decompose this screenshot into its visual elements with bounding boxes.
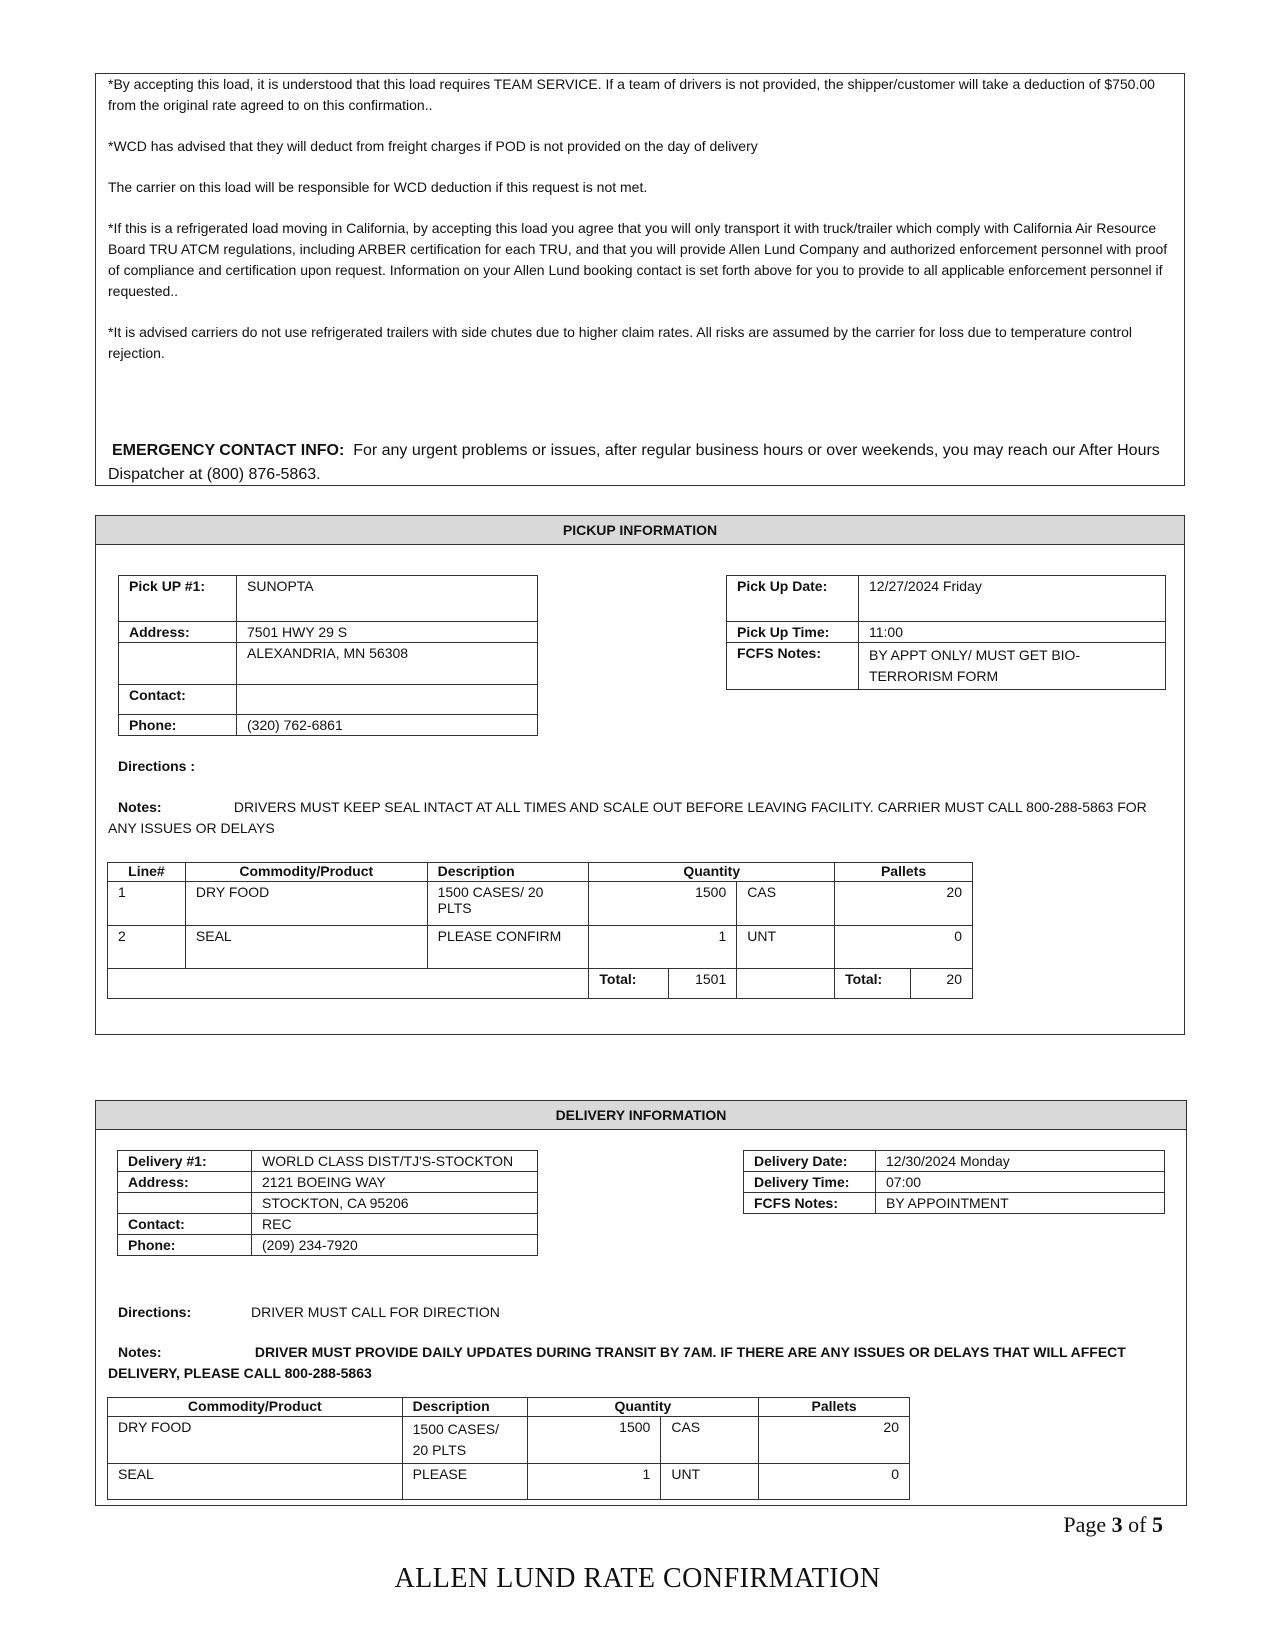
col-header-quantity: Quantity xyxy=(589,863,835,882)
delivery-header: DELIVERY INFORMATION xyxy=(96,1101,1186,1130)
delivery-phone: (209) 234-7920 xyxy=(252,1235,538,1256)
delivery-address-label: Address: xyxy=(118,1172,252,1193)
quantity-total: 1501 xyxy=(669,969,737,999)
pickup-notes xyxy=(108,797,1174,839)
terms-box xyxy=(95,73,1185,486)
delivery-directions-label: Directions: xyxy=(118,1304,192,1320)
col-header-quantity: Quantity xyxy=(527,1398,759,1417)
col-header-description: Description xyxy=(402,1398,527,1417)
pickup-commodity-table xyxy=(107,862,973,999)
table-row: DRY FOOD 1500 CASES/ 20 PLTS 1500 CAS 20 xyxy=(108,1417,910,1464)
delivery-directions: DRIVER MUST CALL FOR DIRECTION xyxy=(251,1304,500,1320)
delivery-notes-label: Notes: xyxy=(118,1344,162,1360)
pickup-company: SUNOPTA xyxy=(237,576,538,622)
delivery-time: 07:00 xyxy=(876,1172,1165,1193)
pickup-time: 11:00 xyxy=(859,622,1166,643)
document-title: ALLEN LUND RATE CONFIRMATION xyxy=(394,1563,881,1594)
col-header-line: Line# xyxy=(108,863,186,882)
page-total: 5 xyxy=(1152,1512,1163,1537)
col-header-pallets: Pallets xyxy=(835,863,973,882)
pickup-fcfs-label: FCFS Notes: xyxy=(727,643,859,690)
pickup-time-label: Pick Up Time: xyxy=(727,622,859,643)
pickup-notes-text: DRIVERS MUST KEEP SEAL INTACT AT ALL TIMES AND SCALE OUT BEFORE LEAVING FACILITY. CARRIER MUST CALL 800-288-5863 FOR ANY ISSUES OR DELAYS xyxy=(108,799,1147,836)
pickup-phone: (320) 762-6861 xyxy=(237,715,538,736)
col-header-pallets: Pallets xyxy=(759,1398,910,1417)
table-row: 1 DRY FOOD 1500 CASES/ 20 PLTS 1500 CAS 20 xyxy=(108,882,973,926)
emergency-contact xyxy=(108,439,1174,487)
pallets-total-label: Total: xyxy=(835,969,911,999)
pickup-contact xyxy=(237,685,538,715)
emergency-text: For any urgent problems or issues, after regular business hours or over weekends, you may reach our After Hours Dispatcher at (800) 876-5863. xyxy=(108,442,1160,483)
delivery-contact-label: Contact: xyxy=(118,1214,252,1235)
emergency-label: EMERGENCY CONTACT INFO: xyxy=(112,442,345,459)
col-header-description: Description xyxy=(427,863,589,882)
page-number: Page 3 of 5 xyxy=(1063,1512,1163,1537)
pickup-phone-label: Phone: xyxy=(119,715,237,736)
delivery-notes xyxy=(108,1342,1174,1384)
pickup-date-label: Pick Up Date: xyxy=(727,576,859,622)
delivery-commodity-table xyxy=(107,1397,910,1500)
delivery-section xyxy=(95,1100,1187,1506)
delivery-address-line2: STOCKTON, CA 95206 xyxy=(252,1193,538,1214)
delivery-time-label: Delivery Time: xyxy=(744,1172,876,1193)
pickup-schedule-table xyxy=(726,575,1166,690)
pickup-number-label: Pick UP #1: xyxy=(119,576,237,622)
terms-carrier-responsible: The carrier on this load will be responsible for WCD deduction if this request is not met. xyxy=(108,179,648,195)
pickup-address-label: Address: xyxy=(119,622,237,643)
table-row: SEAL PLEASE 1 UNT 0 xyxy=(108,1464,910,1500)
delivery-date: 12/30/2024 Monday xyxy=(876,1151,1165,1172)
delivery-contact: REC xyxy=(252,1214,538,1235)
delivery-fcfs: BY APPOINTMENT xyxy=(876,1193,1165,1214)
delivery-fcfs-label: FCFS Notes: xyxy=(744,1193,876,1214)
pickup-header: PICKUP INFORMATION xyxy=(96,516,1184,545)
totals-row xyxy=(108,969,973,999)
pickup-info-table xyxy=(118,575,538,736)
pickup-contact-label: Contact: xyxy=(119,685,237,715)
delivery-phone-label: Phone: xyxy=(118,1235,252,1256)
delivery-date-label: Delivery Date: xyxy=(744,1151,876,1172)
pickup-address-line1: 7501 HWY 29 S xyxy=(237,622,538,643)
pallets-total: 20 xyxy=(911,969,973,999)
terms-team-service: *By accepting this load, it is understood that this load requires TEAM SERVICE. If a team of drivers is not provided, the shipper/customer will take a deduction of $750.00 from the original rate agreed to on this confirmation.. xyxy=(108,76,1155,113)
delivery-info-table xyxy=(117,1150,538,1256)
pickup-directions-label: Directions : xyxy=(118,758,196,774)
delivery-notes-text: DRIVER MUST PROVIDE DAILY UPDATES DURING TRANSIT BY 7AM. IF THERE ARE ANY ISSUES OR DELAYS THAT WILL AFFECT DELIVERY, PLEASE CALL 800-288-5863 xyxy=(108,1344,1126,1381)
delivery-number-label: Delivery #1: xyxy=(118,1151,252,1172)
delivery-address-line1: 2121 BOEING WAY xyxy=(252,1172,538,1193)
table-row: 2 SEAL PLEASE CONFIRM 1 UNT 0 xyxy=(108,926,973,969)
terms-california: *If this is a refrigerated load moving in California, by accepting this load you agree that you will only transport it with truck/trailer which comply with California Air Resource Board TRU ATCM regulations, including ARBER certification for each TRU, and that you will provide Allen Lund Company and authorized enforcement personnel with proof of compliance and certification upon request. Information on your Allen Lund booking contact is set forth above for you to provide to all applicable enforcement personnel if requested.. xyxy=(108,220,1168,299)
delivery-schedule-table xyxy=(743,1150,1165,1214)
pickup-date: 12/27/2024 Friday xyxy=(859,576,1166,622)
pickup-address-line2: ALEXANDRIA, MN 56308 xyxy=(237,643,538,685)
quantity-total-label: Total: xyxy=(589,969,669,999)
terms-wcd-pod: *WCD has advised that they will deduct from freight charges if POD is not provided on the day of delivery xyxy=(108,138,758,154)
col-header-commodity: Commodity/Product xyxy=(108,1398,403,1417)
pickup-fcfs: BY APPT ONLY/ MUST GET BIO-TERRORISM FORM xyxy=(859,643,1166,690)
terms-side-chutes: *It is advised carriers do not use refrigerated trailers with side chutes due to higher claim rates. All risks are assumed by the carrier for loss due to temperature control rejection. xyxy=(108,324,1133,361)
delivery-company: WORLD CLASS DIST/TJ'S-STOCKTON xyxy=(252,1151,538,1172)
col-header-commodity: Commodity/Product xyxy=(185,863,427,882)
pickup-notes-label: Notes: xyxy=(118,799,162,815)
pickup-section xyxy=(95,515,1185,1035)
page-current: 3 xyxy=(1111,1512,1123,1537)
